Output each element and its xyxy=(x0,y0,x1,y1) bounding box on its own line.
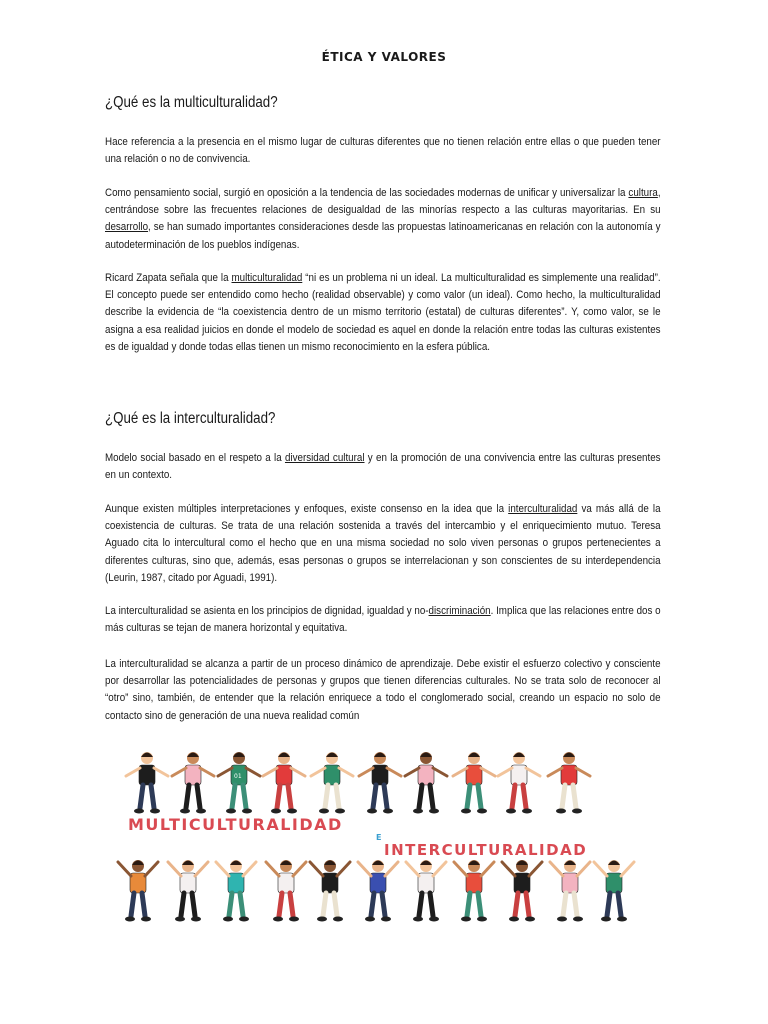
text: “ni es un problema ni un ideal. La multiculturalidad es simplemente una realidad”. El concepto puede ser entendido como hecho (realidad observable) y como valor (un ideal). Como hecho, la multiculturalidad describe la evidencia de “la coexistencia dentro de un mismo territorio (estatal) de culturas diferentes”. Y, como valor, se le asigna a esa realidad juicios en donde el modelo de sociedad es aquel en donde la relación entre todas las culturas existentes es de igualdad y donde todas ellas tienen un mismo reconocimiento en la esfera pública. xyxy=(105,272,661,353)
paragraph-7: La interculturalidad se alcanza a partir de un proceso dinámico de aprendizaje. Debe existir el esfuerzo colectivo y consciente por desarrollar las potencialidades de personas y grupos que tienen diferencias culturales. No se trata solo de reconocer al “otro” sino, también, de entender que la relación enriquece a todo el conglomerado social, creando un espacio no solo de contacto sino de generación de una nueva realidad común xyxy=(105,658,661,722)
text: y en la promoción de una convivencia entre las culturas presentes en un contexto. xyxy=(105,452,661,482)
text: Aunque existen múltiples interpretaciones y enfoques, existe consenso en la idea que la xyxy=(105,503,509,515)
person-figure xyxy=(594,860,634,922)
person-figure xyxy=(550,860,590,922)
shirt-number-label: 01 xyxy=(234,773,242,780)
person-figure xyxy=(358,860,398,922)
text: La interculturalidad se asienta en los principios de dignidad, igualdad y no- xyxy=(105,605,429,617)
person-figure xyxy=(126,752,168,814)
text: , centrándose sobre las frecuentes relaciones de desigualdad de las minorías respecto a las culturas mayoritarias. En su xyxy=(105,187,661,217)
person-figure xyxy=(498,752,540,814)
banner-illustration xyxy=(114,738,644,928)
person-figure xyxy=(405,752,447,814)
person-figure xyxy=(453,752,495,814)
person-figure xyxy=(310,860,350,922)
person-figure xyxy=(218,752,260,814)
paragraph-5 xyxy=(105,501,661,587)
people-row-bottom xyxy=(118,860,634,922)
person-figure xyxy=(311,752,353,814)
text: Como pensamiento social, surgió en oposición a la tendencia de las sociedades modernas de unificar y universalizar la xyxy=(105,187,629,199)
paragraph-1: Hace referencia a la presencia en el mismo lugar de culturas diferentes que no tienen relación entre ellas o que pueden tener una relación o no de convivencia. xyxy=(105,136,661,166)
person-figure xyxy=(548,752,590,814)
link-desarrollo[interactable]: desarrollo xyxy=(105,221,149,234)
person-figure xyxy=(172,752,214,814)
paragraph-3 xyxy=(105,270,661,356)
text: , se han sumado importantes consideraciones desde las propuestas latinoamericanas en relación con la autonomía y autodeterminación de los pueblos indígenas. xyxy=(105,221,661,251)
paragraph-2 xyxy=(105,185,661,254)
person-figure xyxy=(266,860,306,922)
document-title: ÉTICA Y VALORES xyxy=(321,50,447,64)
person-figure xyxy=(454,860,494,922)
person-figure xyxy=(118,860,158,922)
person-figure xyxy=(406,860,446,922)
link-cultura[interactable]: cultura xyxy=(628,187,658,199)
link-diversidad-cultural[interactable]: diversidad cultural xyxy=(284,452,365,464)
person-figure xyxy=(216,860,256,922)
heading-multiculturalidad: ¿Qué es la multiculturalidad? xyxy=(105,94,278,111)
person-figure xyxy=(502,860,542,922)
heading-interculturalidad: ¿Qué es la interculturalidad? xyxy=(105,410,276,427)
paragraph-6 xyxy=(105,603,661,637)
text: . Implica que las relaciones entre dos o más culturas se tejan de manera horizontal y equitativa. xyxy=(105,605,661,635)
banner-connector: E xyxy=(376,833,382,842)
text: Ricard Zapata señala que la xyxy=(105,272,232,284)
text: va más allá de la coexistencia de culturas. Se trata de una relación sostenida a través del intercambio y el enriquecimiento mutuo. Teresa Aguado cita lo intercultural como el hecho que en una misma sociedad no solo viven personas o grupos pertenecientes a diferentes culturas, sino que, además, esas personas o grupos se interrelacionan y son conscientes de su interdependencia (Leurin, 1987, citado por Aguadi, 1991). xyxy=(105,503,661,584)
banner-word-interculturalidad: INTERCULTURALIDAD xyxy=(384,841,588,859)
person-figure xyxy=(263,752,305,814)
person-figure xyxy=(359,752,401,814)
text: Modelo social basado en el respeto a la xyxy=(105,452,285,464)
people-row-top xyxy=(126,752,590,814)
paragraph-4 xyxy=(105,450,661,484)
link-discriminacion[interactable]: discriminación xyxy=(428,605,491,617)
person-figure xyxy=(168,860,208,922)
link-multiculturalidad[interactable]: multiculturalidad xyxy=(231,272,303,284)
link-interculturalidad[interactable]: interculturalidad xyxy=(508,503,578,515)
banner-word-multiculturalidad: MULTICULTURALIDAD xyxy=(128,815,343,834)
